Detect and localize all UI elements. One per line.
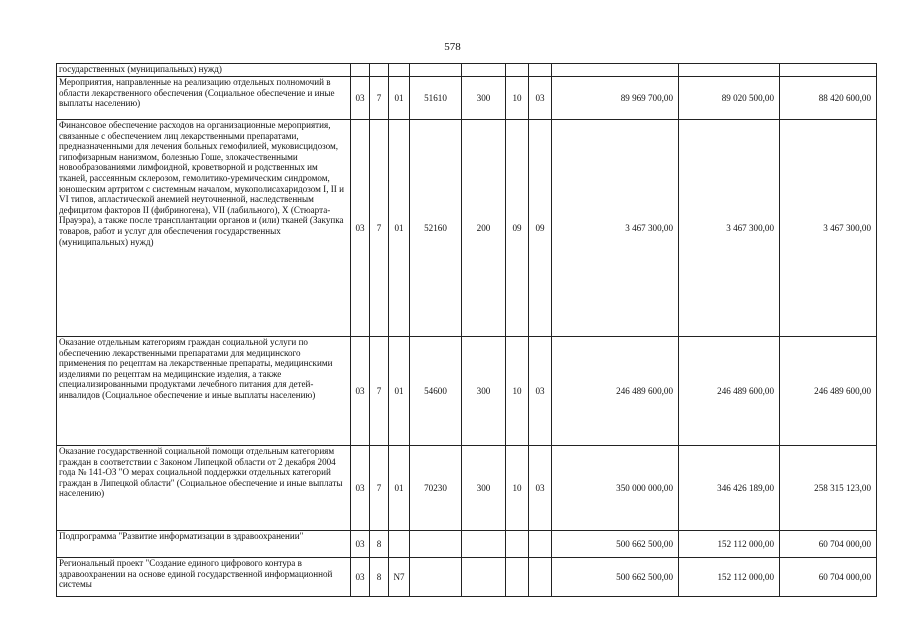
code-cell: 03 [351,558,370,597]
table-row [57,446,877,531]
code-cell [529,531,552,558]
code-cell [389,64,410,77]
amount-cell: 500 662 500,00 [552,558,679,597]
amount-cell: 3 467 300,00 [780,120,877,337]
amount-cell: 3 467 300,00 [679,120,780,337]
code-cell: 10 [506,446,529,531]
amount-cell: 346 426 189,00 [679,446,780,531]
code-cell: 10 [506,77,529,120]
code-cell: 03 [529,446,552,531]
code-cell: 03 [529,77,552,120]
row-description: Оказание государственной социальной помощи отдельным категориям граждан в соответствии с Законом Липецкой области от 2 декабря 2004 года № 141-ОЗ "О мерах социальной поддержки отдельных категорий граждан в Липецкой области" (Социальное обеспечение и иные выплаты населению) [57,446,351,531]
amount-cell [679,64,780,77]
amount-cell [780,64,877,77]
amount-cell: 350 000 000,00 [552,446,679,531]
table-row [57,77,877,120]
code-cell: 7 [370,337,389,446]
amount-cell: 88 420 600,00 [780,77,877,120]
amount-cell: 152 112 000,00 [679,558,780,597]
code-cell: 01 [389,337,410,446]
code-cell: 52160 [410,120,462,337]
row-description: Финансовое обеспечение расходов на организационные мероприятия, связанные с обеспечением лиц лекарственными препаратами, предназначенными для лечения больных гемофилией, муковисцидозом, гипофизарным нанизмом, болезнью Гоше, злокачественными новообразованиями лимфоидной, кроветворной и родственных им тканей, рассеянным склерозом, гемолитико-уремическим синдромом, юношеским артритом с системным началом, мукополисахаридозом I, II и VI типов, апластической анемией неуточненной, наследственным дефицитом факторов II (фибриногена), VII (лабильного), X (Стюарта-Прауэра), а также после трансплантации органов и (или) тканей (Закупка товаров, работ и услуг для обеспечения государственных (муниципальных) нужд) [57,120,351,337]
table-row [57,337,877,446]
page-number: 578 [444,41,461,53]
amount-cell: 60 704 000,00 [780,558,877,597]
code-cell: 7 [370,77,389,120]
amount-cell: 89 020 500,00 [679,77,780,120]
row-description: Подпрограмма "Развитие информатизации в здравоохранении" [57,531,351,558]
code-cell: 300 [462,446,506,531]
code-cell: 03 [529,337,552,446]
code-cell: 03 [351,531,370,558]
code-cell: 300 [462,337,506,446]
amount-cell: 246 489 600,00 [552,337,679,446]
code-cell [462,531,506,558]
budget-table [56,63,877,597]
amount-cell: 60 704 000,00 [780,531,877,558]
code-cell: 10 [506,337,529,446]
code-cell: 54600 [410,337,462,446]
amount-cell: 246 489 600,00 [679,337,780,446]
code-cell [351,64,370,77]
code-cell: 51610 [410,77,462,120]
code-cell [389,531,410,558]
code-cell: 09 [529,120,552,337]
amount-cell: 3 467 300,00 [552,120,679,337]
row-description: Мероприятия, направленные на реализацию отдельных полномочий в области лекарственного обеспечения (Социальное обеспечение и иные выплаты населению) [57,77,351,120]
code-cell [462,64,506,77]
row-description: Региональный проект "Создание единого цифрового контура в здравоохранении на основе единой государственной информационной системы [57,558,351,597]
amount-cell: 246 489 600,00 [780,337,877,446]
row-description: Оказание отдельным категориям граждан социальной услуги по обеспечению лекарственными препаратами для медицинского применения по рецептам на лекарственные препараты, медицинскими изделиями по рецептам на медицинские изделия, а также специализированными продуктами лечебного питания для детей-инвалидов (Социальное обеспечение и иные выплаты населению) [57,337,351,446]
table-row [57,64,877,77]
code-cell [462,558,506,597]
code-cell [410,531,462,558]
amount-cell [552,64,679,77]
code-cell: 300 [462,77,506,120]
amount-cell: 500 662 500,00 [552,531,679,558]
code-cell: 7 [370,446,389,531]
code-cell: 03 [351,337,370,446]
code-cell: N7 [389,558,410,597]
code-cell [410,558,462,597]
code-cell: 01 [389,77,410,120]
amount-cell: 258 315 123,00 [780,446,877,531]
code-cell: 01 [389,446,410,531]
table-row [57,558,877,597]
code-cell [506,558,529,597]
code-cell: 70230 [410,446,462,531]
code-cell: 8 [370,531,389,558]
code-cell: 8 [370,558,389,597]
code-cell: 03 [351,77,370,120]
row-description: государственных (муниципальных) нужд) [57,64,351,77]
code-cell: 01 [389,120,410,337]
code-cell: 03 [351,120,370,337]
table-row [57,531,877,558]
code-cell [370,64,389,77]
code-cell [506,64,529,77]
amount-cell: 89 969 700,00 [552,77,679,120]
code-cell [529,64,552,77]
code-cell: 200 [462,120,506,337]
code-cell [410,64,462,77]
code-cell [506,531,529,558]
table-row [57,120,877,337]
code-cell: 09 [506,120,529,337]
code-cell: 7 [370,120,389,337]
amount-cell: 152 112 000,00 [679,531,780,558]
code-cell [529,558,552,597]
code-cell: 03 [351,446,370,531]
